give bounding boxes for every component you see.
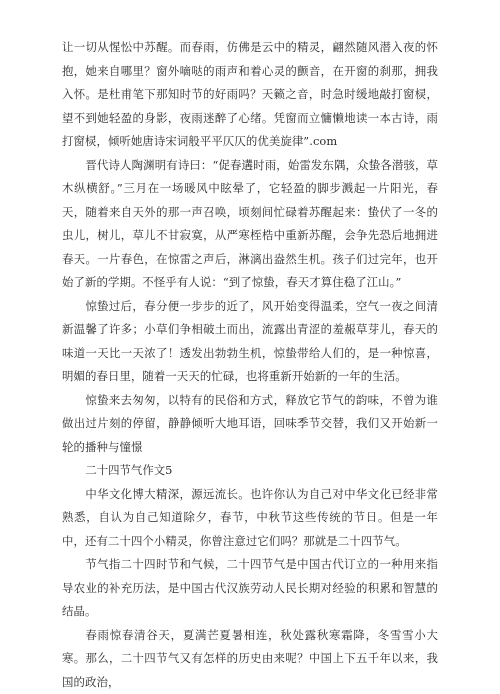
- paragraph-8: 春雨惊春清谷天，夏满芒夏暑相连，秋处露秋寒霜降，冬雪雪小大寒。那么，二十四节气又有怎样的历史由来呢？中国上下五千年以来，我国的政治，: [62, 624, 438, 694]
- paragraph-3: 惊蛰过后，春分便一步步的近了，风开始变得温柔，空气一夜之间清新温馨了许多；小草们争相破土而出，流露出青涩的羞赧草芽儿，春天的味道一天比一天浓了！透发出勃勃生机，惊蛰带给人们的，是一种惊喜，明媚的春日里，随着一天天的忙碌，也将重新开始新的一年的生活。: [62, 295, 438, 389]
- paragraph-6: 中华文化博大精深，源远流长。也许你认为自己对中华文化已经非常熟悉，自认为自己知道除夕，春节，中秋节这些传统的节日。但是一年中，还有二十四个小精灵，你曾注意过它们吗？那就是二十四节气。: [62, 483, 438, 554]
- paragraph-1: 让一切从惺忪中苏醒。而春雨，仿佛是云中的精灵，翩然随风潜入夜的怀抱，她来自哪里？窗外嘀哒的雨声和着心灵的颤音，在开窗的刹那，拥我入怀。是杜甫笔下那知时节的好雨吗？天籁之音，时急时缓地敲打窗棂，望不到她轻盈的身影，夜雨迷醉了心绪。凭窗而立慵懒地读一本古诗，雨打窗棂，倾听她唐诗宋词般平平仄仄的优美旋律”.com: [62, 36, 438, 154]
- paragraph-7: 节气指二十四时节和气候，二十四节气是中国古代订立的一种用来指导农业的补充历法，是中国古代汉族劳动人民长期对经验的积累和智慧的结晶。: [62, 553, 438, 624]
- section-heading: 二十四节气作文5: [62, 459, 438, 483]
- paragraph-4: 惊蛰来去匆匆，以特有的民俗和方式，释放它节气的韵味，不曾为谁做出过片刻的停留，静静倾听大地耳语，回味季节交替，我们又开始新一轮的播种与憧憬: [62, 389, 438, 460]
- paragraph-2: 晋代诗人陶渊明有诗曰：“促春遘时雨，始雷发东隅，众蛰各潜骇，草木纵横舒。”三月在一场暖风中眩晕了，它轻盈的脚步溅起一片阳光，春天，随着来自天外的那一声召唤，顷刻间忙碌着苏醒起来：蛰伏了一冬的虫儿，树儿，草儿不甘寂寞，从严寒桎梏中重新苏醒，会争先恐后地拥进春天。一片春色，在惊雷之声后，淋漓出盎然生机。孩子们过完年，也开始了新的学期。不怪乎有人说：“到了惊蛰，春天才算住稳了江山。”: [62, 154, 438, 295]
